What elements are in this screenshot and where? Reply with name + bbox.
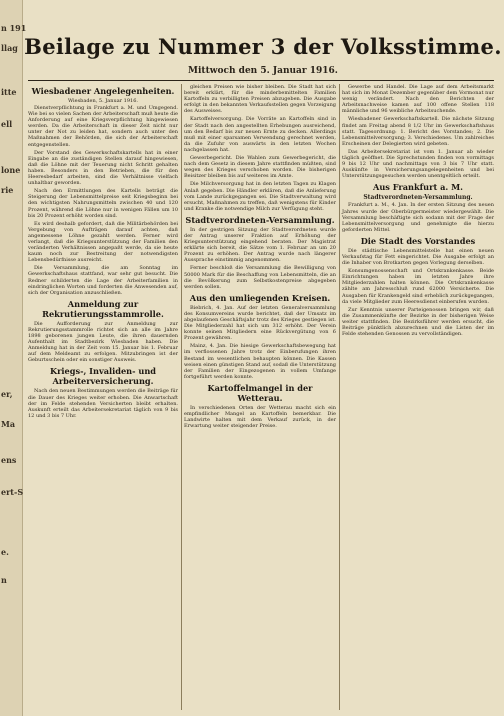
article-paragraph: In verschiedenen Orten der Wetterau macht sich ein empfindlicher Mangel an Kartoffeln bemerkbar. Die Landwirte halten mit dem Verkauf zurück, in der Erwartung weiter steigender Preise. [184,404,336,430]
column-1 [28,84,178,708]
edge-fragment: n [1,575,7,585]
article-paragraph: Die Aufforderung zur Anmeldung zur Rekrutierungsstammrolle richtet sich an alle im Jahre 1898 geborenen jungen Leute, die ihren dauernden Aufenthalt im Stadtbezirk Wiesbaden haben. Die Anmeldung hat in der Zeit vom 15. Januar bis 1. Februar auf dem Meldeamt zu erfolgen. Mitzubringen ist der Geburtsschein oder ein sonstiger Ausweis. [28,320,178,364]
issue-date: Mittwoch den 5. Januar 1916. [188,66,338,76]
article-paragraph: Ferner beschloß die Versammlung die Bewilligung von 50000 Mark für die Beschaffung von Lebensmitteln, die an die Bevölkerung zum Selbstkostenpreise abgegeben werden sollen. [184,265,336,290]
article [184,215,336,290]
article-headline: Kartoffelmangel in der Wetterau. [207,382,313,403]
article-paragraph: Nach den Ermittlungen des Kartells beträgt die Steigerung der Lebensmittelpreise seit Kriegsbeginn bei den wichtigsten Nahrungsmitteln zwischen 40 und 120 Prozent, während die Löhne nur in wenigen Fällen um 10 bis 20 Prozent erhöht worden sind. [28,188,178,219]
article-paragraph: Die städtische Lebensmittelstelle hat einen neuen Verkaufstag für Fett eingerichtet. Die Ausgabe erfolgt an die Inhaber von Brotkarten gegen Vorlegung derselben. [342,247,494,267]
edge-fragment: e. [1,547,9,557]
article-paragraph: Gewerbegericht. Die Wahlen zum Gewerbegericht, die nach dem Gesetz in diesem Jahre stattfinden müßten, sind wegen des Krieges verschoben worden. Die bisherigen Beisitzer bleiben bis auf weiteres im Amte. [184,155,336,180]
masthead-rule [28,80,494,81]
article-paragraph: Die Versammlung, die am Sonntag im Gewerkschaftshaus stattfand, war sehr gut besucht. Die Redner schilderten die Lage der Arbeiterfamilien in eindringlichen Worten und forderten die Anwesenden auf, sich der Organisation anzuschließen. [28,265,178,296]
edge-fragment: lone [1,165,21,175]
edge-fragment: llag [1,43,18,53]
edge-fragment: Ma [1,419,16,429]
article-paragraph: Kartoffelversorgung. Die Vorräte an Kartoffeln sind in der Stadt nach den angestellten Erhebungen ausreichend, um den Bedarf bis zur neuen Ernte zu decken. Allerdings muß mit einer sparsamen Verwendung gerechnet werden, da die Zufuhr von auswärts in den letzten Wochen nachgelassen hat. [184,116,336,153]
column-3 [342,84,494,708]
article-dateline: Wiesbaden, 5. Januar 1916. [68,98,138,104]
edge-fragment: er, [1,389,13,399]
article-paragraph: Biebrich, 4. Jan. Auf der letzten Generalversammlung des Konsumvereins wurde berichtet, daß der Umsatz im abgelaufenen Geschäftsjahr trotz des Krieges gestiegen ist. Die Mitgliederzahl hat sich um 312 erhöht. Der Verein konnte seinen Mitgliedern eine Rückvergütung von 6 Prozent gewähren. [184,304,336,342]
article-paragraph: Gewerbe und Handel. Die Lage auf dem Arbeitsmarkt hat sich im Monat Dezember gegenüber dem Vormonat nur wenig verändert. Nach den Berichten der Arbeitsnachweise kamen auf 100 offene Stellen 118 männliche und 96 weibliche Arbeitsuchende. [342,84,494,115]
article [184,84,336,212]
article-paragraph: Nach den neuen Bestimmungen werden die Beiträge für die Dauer des Krieges weiter erhoben. Die Anwartschaft der im Felde stehenden Versicherten bleibt erhalten. Auskunft erteilt das Arbeitersekretariat täglich von 9 bis 12 und 3 bis 7 Uhr. [28,388,178,419]
article-subheadline: Stadtverordneten-Versammlung. [363,194,473,202]
article [342,182,494,232]
article [28,366,178,418]
article [342,236,494,337]
sheet [24,0,502,716]
article [184,293,336,380]
article-paragraph: gleichen Preisen wie bisher bleiben. Die Stadt hat sich bereit erklärt, für die minderbemittelten Familien Kartoffeln zu verbilligten Preisen abzugeben. Die Ausgabe erfolgt in den bekannten Verkaufsstellen gegen Vorzeigung des Ausweises. [184,84,336,115]
edge-fragment: itte [1,87,17,97]
article [28,86,178,296]
article-paragraph: Der Vorstand des Gewerkschaftskartells hat in einer Eingabe an die zuständigen Stellen darauf hingewiesen, daß die Löhne mit der Teuerung nicht Schritt gehalten haben. Besonders in den Betrieben, die für den Heeresbedarf arbeiten, sind die Verhältnisse vielfach unhaltbar geworden. [28,149,178,187]
article-headline: Die Stadt des Vorstandes [360,235,476,246]
edge-fragment: ens [1,455,17,465]
article-paragraph: Frankfurt a. M., 4. Jan. In der ersten Sitzung des neuen Jahres wurde der Oberbürgermeister wiedergewählt. Die Versammlung beschäftigte sich sodann mit der Frage der Lebensmittelversorgung und genehmigte die hierzu geforderten Mittel. [342,202,494,233]
article-paragraph: Zur Kenntnis unserer Parteigenossen bringen wir, daß die Zusammenkünfte der Bezirke in der bisherigen Weise weiter stattfinden. Die Bezirksführer werden ersucht, die Beiträge pünktlich abzurechnen und die Listen der im Felde stehenden Genossen zu vervollständigen. [342,306,494,338]
masthead: Beilage zu Nummer 3 der Volksstimme. [24,34,502,59]
article [184,383,336,429]
article-headline: Aus Frankfurt a. M. [372,182,464,193]
article-paragraph: Dienstverpflichtung in Frankfurt a. M. und Umgegend. Wie bei so vielen Sachen der Arbeiterschaft muß heute die Anforderung auf eine Kriegsverpflichtung hingewiesen werden. Da die Arbeiterschaft in dieser Zeit nicht nur unter der Not zu leiden hat, sondern auch unter den Maßnahmen der Behörden, die sich der Arbeiterschaft entgegenstellen. [28,105,178,148]
column-divider [339,84,340,710]
article [28,299,178,364]
article-headline: Kriegs-, Invaliden- und Arbeiterversicherung. [49,366,156,387]
article-paragraph: Die Milchversorgung hat in den letzten Tagen zu Klagen Anlaß gegeben. Die Händler erklären, daß die Anlieferung vom Lande zurückgegangen sei. Die Stadtverwaltung wird ersucht, Maßnahmen zu treffen, daß wenigstens für Kinder und Kranke die notwendige Milch zur Verfügung steht. [184,181,336,212]
edge-fragment: ell [1,119,13,129]
article-paragraph: Es wird deshalb gefordert, daß die Militärbehörden bei Vergebung von Aufträgen darauf achten, daß angemessene Löhne gezahlt werden. Ferner wird verlangt, daß die Kriegsunterstützung der Familien den veränderten Verhältnissen angepaßt werde, da sie heute kaum noch zur Bestreitung der notwendigsten Lebensbedürfnisse ausreicht. [28,220,178,264]
article-headline: Aus den umliegenden Kreisen. [189,292,331,303]
article [342,84,494,179]
column-divider [181,84,182,710]
article-headline: Stadtverordneten-Versammlung. [185,214,335,225]
article-headline: Anmeldung zur Rekrutierungsstammrolle. [42,298,164,319]
edge-fragment: ert-S [1,487,24,497]
edge-fragment: rie [1,185,14,195]
article-headline: Wiesbadener Angelegenheiten. [31,86,175,96]
article-paragraph: Wiesbadener Gewerkschaftskartell. Die nächste Sitzung findet am Freitag abend 8 1/2 Uhr im Gewerkschaftshaus statt. Tagesordnung: 1. Bericht des Vorstandes; 2. Die Lebensmittelversorgung; 3. Verschiedenes. Um zahlreiches Erscheinen der Delegierten wird gebeten. [342,116,494,147]
article-paragraph: Das Arbeitersekretariat ist vom 1. Januar ab wieder täglich geöffnet. Die Sprechstunden finden von vormittags 9 bis 12 Uhr und nachmittags von 3 bis 7 Uhr statt. Auskünfte in Versicherungsangelegenheiten und bei Unterstützungsgesuchen werden unentgeltlich erteilt. [342,148,494,180]
article-paragraph: Konsumgenossenschaft und Ortskrankenkasse. Beide Einrichtungen haben im letzten Jahre ihre Mitgliederzahlen halten können. Die Ortskrankenkasse zählte am Jahresschluß rund 62000 Versicherte. Die Ausgaben für Krankengeld sind erheblich zurückgegangen, da viele Mitglieder zum Heeresdienst einberufen wurden. [342,268,494,305]
adjacent-page-edge [0,0,27,716]
column-2 [184,84,336,708]
edge-fragment: n 191 [1,23,27,33]
article-paragraph: In der gestrigen Sitzung der Stadtverordneten wurde der Antrag unserer Fraktion auf Erhöhung der Kriegsunterstützung eingehend beraten. Der Magistrat erklärte sich bereit, die Sätze vom 1. Februar an um 20 Prozent zu erhöhen. Der Antrag wurde nach längerer Aussprache einstimmig angenommen. [184,226,336,264]
article-paragraph: Mainz, 4. Jan. Die hiesige Gewerkschaftsbewegung hat im verflossenen Jahre trotz der Einberufungen ihren Bestand im wesentlichen behaupten können. Die Kassen weisen einen günstigen Stand auf, sodaß die Unterstützung der Familien der Eingezogenen in vollem Umfange fortgeführt werden konnte. [184,343,336,380]
